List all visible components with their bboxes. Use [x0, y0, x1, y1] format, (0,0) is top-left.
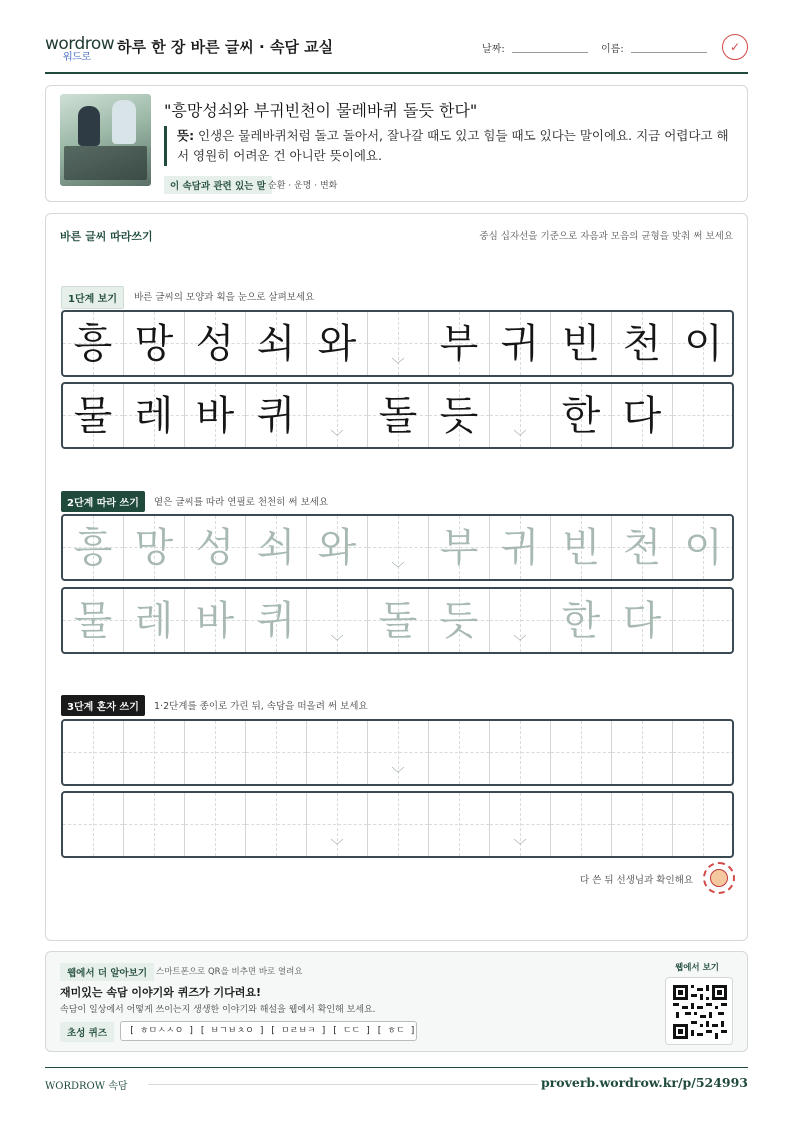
proverb-card: [45, 85, 748, 202]
grid-character: 천: [622, 320, 662, 367]
grid-cell[interactable]: [124, 516, 185, 579]
grid-cell: [246, 312, 307, 375]
grid-character: 천: [622, 524, 662, 571]
step3-row-1[interactable]: [61, 719, 734, 786]
grid-character: 귀: [500, 320, 540, 367]
quiz-tag: 초성 퀴즈: [60, 1022, 114, 1042]
grid-character: 바: [195, 597, 235, 644]
grid-cell[interactable]: [490, 589, 551, 652]
step2-tag: 2단계 따라 쓰기: [61, 491, 145, 512]
page-header: [45, 28, 748, 74]
space-mark-icon: ﹀: [391, 767, 405, 782]
grid-cell[interactable]: [185, 516, 246, 579]
grid-cell[interactable]: [307, 721, 368, 784]
meaning-text: 인생은 물레바퀴처럼 돌고 돌아서, 잘나갈 때도 있고 힘들 때도 있다는 말이에요. 지금 어렵다고 해서 영원히 어려운 건 아니란 뜻이에요.: [177, 128, 729, 163]
grid-character: 퀴: [256, 597, 296, 644]
grid-character: 레: [134, 597, 174, 644]
grid-cell[interactable]: [246, 516, 307, 579]
step3-tag: 3단계 혼자 쓰기: [61, 695, 145, 716]
web-description: 속담이 일상에서 어떻게 쓰이는지 생생한 이야기와 해설을 웹에서 확인해 보세요.: [60, 1005, 376, 1015]
grid-character: 다: [622, 597, 662, 644]
space-mark-icon: ﹀: [513, 839, 527, 854]
grid-cell: [185, 384, 246, 447]
grid-character: 다: [622, 392, 662, 439]
grid-character: 돌: [378, 597, 418, 644]
grid-character: 물: [73, 392, 113, 439]
grid-cell[interactable]: [673, 589, 734, 652]
step2-desc: 옅은 글씨를 따라 연필로 천천히 써 보세요: [154, 497, 329, 508]
grid-character: 빈: [561, 320, 601, 367]
qr-code-icon[interactable]: [665, 977, 733, 1045]
grid-character: 망: [134, 320, 174, 367]
grid-character: 성: [195, 320, 235, 367]
grid-character: 성: [195, 524, 235, 571]
grid-character: 부: [439, 524, 479, 571]
space-mark-icon: ﹀: [330, 839, 344, 854]
grid-character: 쇠: [256, 524, 296, 571]
step3-row-2[interactable]: [61, 791, 734, 858]
grid-cell[interactable]: [368, 793, 429, 856]
step2-row-2[interactable]: [61, 587, 734, 654]
grid-cell: [551, 384, 612, 447]
space-mark-icon: ﹀: [513, 430, 527, 445]
grid-cell[interactable]: [612, 589, 673, 652]
grid-cell[interactable]: [185, 589, 246, 652]
grid-cell[interactable]: [612, 793, 673, 856]
grid-character: 듯: [439, 597, 479, 644]
grid-cell: [612, 312, 673, 375]
logo: [45, 34, 115, 63]
grid-cell: [368, 384, 429, 447]
step1-desc: 바른 글씨의 모양과 획을 눈으로 살펴보세요: [134, 292, 315, 303]
practice-title: 바른 글씨 따라쓰기: [60, 230, 153, 243]
grid-cell: [63, 384, 124, 447]
space-mark-icon: ﹀: [330, 430, 344, 445]
space-mark-icon: ﹀: [391, 562, 405, 577]
grid-cell[interactable]: [185, 721, 246, 784]
grid-cell[interactable]: [551, 793, 612, 856]
check-stamp-icon: ✓: [722, 34, 748, 60]
grid-cell: [307, 312, 368, 375]
footer-brand: WORDROW 속담: [45, 1081, 128, 1092]
grid-character: 이: [684, 524, 723, 571]
grid-cell[interactable]: [63, 721, 124, 784]
grid-character: 흥: [73, 320, 113, 367]
proverb-text: "흥망성쇠와 부귀빈천이 물레바퀴 돌듯 한다": [164, 101, 478, 120]
grid-cell[interactable]: [124, 589, 185, 652]
grid-character: 망: [134, 524, 174, 571]
grid-character: 쇠: [256, 320, 296, 367]
grid-character: 와: [317, 524, 357, 571]
grid-cell: [551, 312, 612, 375]
date-label: 날짜:: [482, 44, 505, 55]
name-field[interactable]: [631, 52, 707, 53]
qr-label: 웹에서 보기: [674, 963, 719, 973]
grid-cell[interactable]: [551, 516, 612, 579]
grid-cell[interactable]: [612, 516, 673, 579]
grid-cell[interactable]: [551, 589, 612, 652]
grid-character: 부: [439, 320, 479, 367]
step3-desc: 1·2단계를 종이로 가린 뒤, 속담을 떠올려 써 보세요: [154, 701, 368, 712]
proverb-meaning: [164, 126, 734, 166]
grid-cell[interactable]: [124, 793, 185, 856]
grid-cell: [429, 312, 490, 375]
grid-cell: [673, 384, 734, 447]
grid-cell[interactable]: [63, 589, 124, 652]
grid-cell[interactable]: [490, 721, 551, 784]
grid-cell[interactable]: [246, 721, 307, 784]
grid-cell: [673, 312, 734, 375]
grid-cell[interactable]: [307, 516, 368, 579]
space-mark-icon: ﹀: [513, 635, 527, 650]
grid-cell: [429, 384, 490, 447]
grid-cell[interactable]: [246, 793, 307, 856]
grid-character: 귀: [500, 524, 540, 571]
grid-cell[interactable]: [185, 793, 246, 856]
grid-cell: [490, 384, 551, 447]
grid-cell[interactable]: [551, 721, 612, 784]
grid-cell[interactable]: [368, 721, 429, 784]
grid-cell[interactable]: [673, 721, 734, 784]
footer-divider: [45, 1067, 748, 1068]
logo-sub-text: 워드로: [63, 52, 91, 63]
space-mark-icon: ﹀: [330, 635, 344, 650]
web-headline: 재미있는 속담 이야기와 퀴즈가 기다려요!: [60, 986, 261, 999]
meaning-label: 뜻:: [177, 128, 195, 143]
grid-cell[interactable]: [63, 793, 124, 856]
grid-cell[interactable]: [612, 721, 673, 784]
practice-hint: 중심 십자선을 기준으로 자음과 모음의 균형을 맞춰 써 보세요: [479, 231, 733, 242]
grid-cell[interactable]: [124, 721, 185, 784]
grid-character: 와: [317, 320, 357, 367]
grid-cell[interactable]: [307, 589, 368, 652]
grid-character: 한: [561, 392, 601, 439]
practice-section: [45, 213, 748, 941]
grid-cell: [612, 384, 673, 447]
grid-character: 한: [561, 597, 601, 644]
grid-character: 빈: [561, 524, 601, 571]
web-tag: 웹에서 더 알아보기: [60, 963, 154, 981]
grid-cell[interactable]: [490, 516, 551, 579]
step1-row-1: [61, 310, 734, 377]
footer-url[interactable]: proverb.wordrow.kr/p/524993: [540, 1075, 748, 1090]
grid-cell: [63, 312, 124, 375]
step2-row-1[interactable]: [61, 514, 734, 581]
grid-character: 흥: [73, 524, 113, 571]
step1-tag: 1단계 보기: [61, 286, 124, 309]
grid-cell: [490, 312, 551, 375]
grid-cell[interactable]: [490, 793, 551, 856]
grid-cell[interactable]: [63, 516, 124, 579]
grid-character: 바: [195, 392, 235, 439]
grid-cell: [185, 312, 246, 375]
grid-cell[interactable]: [307, 793, 368, 856]
grid-cell: [307, 384, 368, 447]
space-mark-icon: ﹀: [391, 358, 405, 373]
page-title: 하루 한 장 바른 글씨 · 속담 교실: [117, 38, 334, 56]
grid-character: 퀴: [256, 392, 296, 439]
logo-main-text: wordrow: [45, 34, 115, 54]
date-field[interactable]: [512, 52, 588, 53]
grid-cell: [368, 312, 429, 375]
grid-character: 이: [684, 320, 723, 367]
grid-cell: [246, 384, 307, 447]
proverb-illustration: [60, 94, 151, 186]
grid-character: 돌: [378, 392, 418, 439]
related-words: 순환 · 운명 · 변화: [268, 181, 338, 191]
grid-cell[interactable]: [429, 589, 490, 652]
chosung-quiz: [ ㅎㅁㅅㅅㅇ ] [ ㅂㄱㅂㅊㅇ ] [ ㅁㄹㅂㅋ ] [ ㄷㄷ ] [ ㅎㄷ ]: [120, 1021, 417, 1041]
grid-cell: [124, 312, 185, 375]
step1-row-2: [61, 382, 734, 449]
grid-cell: [124, 384, 185, 447]
name-label: 이름:: [601, 44, 624, 55]
web-promo-box: [45, 951, 748, 1052]
grid-cell[interactable]: [429, 721, 490, 784]
footer-rule: [148, 1084, 538, 1085]
teacher-stamp-icon: [703, 862, 735, 894]
related-tag: 이 속담과 관련 있는 말: [164, 176, 272, 194]
grid-character: 듯: [439, 392, 479, 439]
teacher-check-text: 다 쓴 뒤 선생님과 확인해요: [579, 875, 693, 886]
grid-cell[interactable]: [368, 589, 429, 652]
grid-cell[interactable]: [368, 516, 429, 579]
web-hint: 스마트폰으로 QR을 비추면 바로 열려요: [156, 967, 303, 977]
grid-cell[interactable]: [429, 516, 490, 579]
grid-cell[interactable]: [246, 589, 307, 652]
grid-character: 물: [73, 597, 113, 644]
grid-cell[interactable]: [673, 793, 734, 856]
grid-cell[interactable]: [429, 793, 490, 856]
grid-character: 레: [134, 392, 174, 439]
grid-cell[interactable]: [673, 516, 734, 579]
